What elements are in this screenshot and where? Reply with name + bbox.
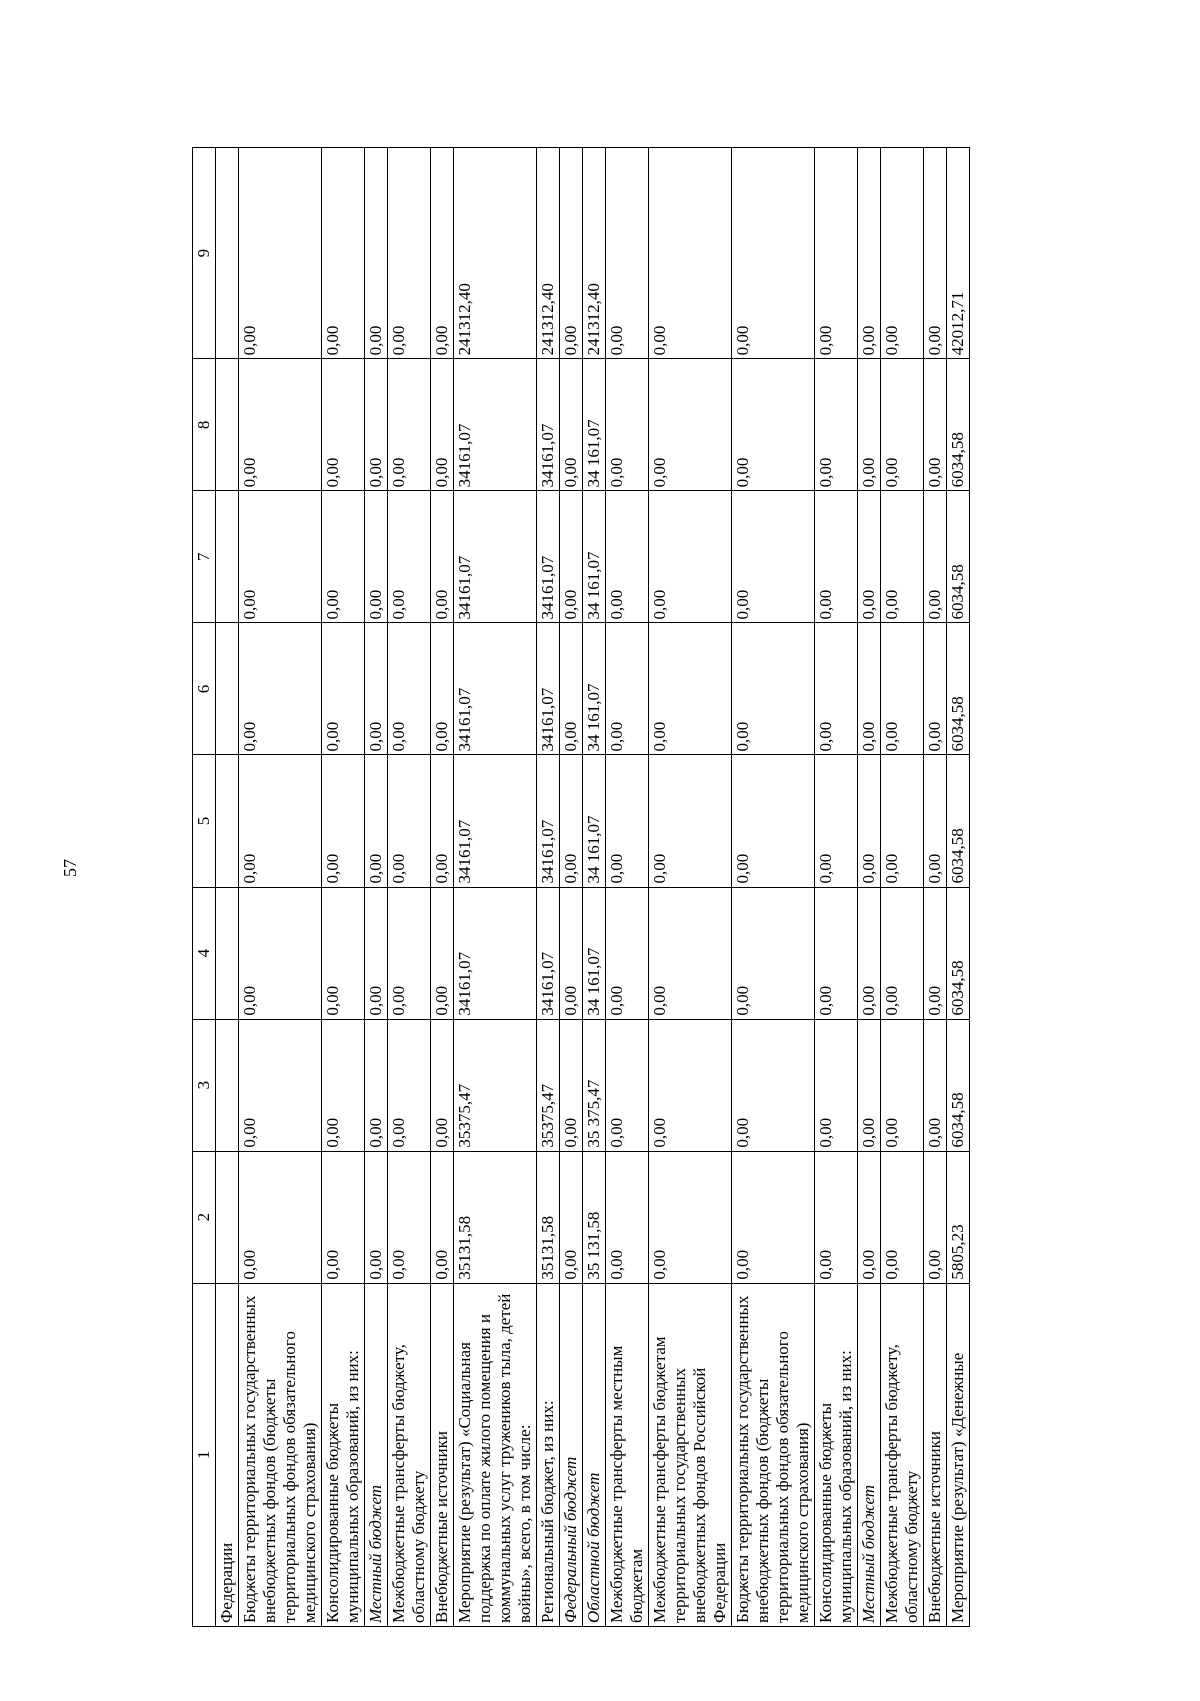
row-value-col-6: 34161,07	[454, 623, 537, 755]
row-value-col-7: 0,00	[858, 491, 881, 623]
row-value-col-9: 0,00	[649, 148, 732, 359]
row-value-col-3	[216, 1019, 239, 1151]
row-value-col-9: 0,00	[431, 148, 454, 359]
row-value-col-9: 0,00	[924, 148, 947, 359]
column-header-3: 3	[193, 1019, 216, 1151]
table-row	[560, 148, 583, 1627]
row-label: Федерации	[216, 1283, 239, 1626]
row-value-col-3: 0,00	[924, 1019, 947, 1151]
row-value-col-9: 0,00	[858, 148, 881, 359]
row-value-col-2: 35131,58	[537, 1151, 560, 1283]
row-value-col-3: 6034,58	[947, 1019, 970, 1151]
row-value-col-2: 0,00	[560, 1151, 583, 1283]
row-label: Межбюджетные трансферты бюджету, областному бюджету	[388, 1283, 431, 1626]
row-value-col-3: 35375,47	[537, 1019, 560, 1151]
row-value-col-8: 0,00	[606, 359, 649, 491]
column-header-7: 7	[193, 491, 216, 623]
row-value-col-3: 0,00	[649, 1019, 732, 1151]
row-value-col-3: 0,00	[732, 1019, 815, 1151]
row-value-col-9: 241312,40	[454, 148, 537, 359]
row-value-col-9: 0,00	[881, 148, 924, 359]
table-row	[537, 148, 560, 1627]
row-value-col-6: 0,00	[881, 623, 924, 755]
row-value-col-5: 0,00	[431, 755, 454, 887]
row-value-col-2: 0,00	[322, 1151, 365, 1283]
row-value-col-3: 0,00	[606, 1019, 649, 1151]
row-value-col-3: 0,00	[388, 1019, 431, 1151]
row-value-col-6: 0,00	[924, 623, 947, 755]
row-value-col-3: 0,00	[881, 1019, 924, 1151]
row-value-col-6: 0,00	[606, 623, 649, 755]
row-value-col-9: 0,00	[365, 148, 388, 359]
row-label: Межбюджетные трансферты бюджетам территориальных государственных внебюджетных фондов Российской Федерации	[649, 1283, 732, 1626]
row-value-col-5: 0,00	[365, 755, 388, 887]
row-value-col-2: 0,00	[649, 1151, 732, 1283]
column-header-6: 6	[193, 623, 216, 755]
row-value-col-8: 0,00	[815, 359, 858, 491]
row-value-col-2: 0,00	[606, 1151, 649, 1283]
row-value-col-9: 241312,40	[537, 148, 560, 359]
row-value-col-6: 0,00	[649, 623, 732, 755]
row-value-col-6: 0,00	[431, 623, 454, 755]
column-header-1: 1	[193, 1283, 216, 1626]
row-value-col-5: 0,00	[881, 755, 924, 887]
row-label: Бюджеты территориальных государственных внебюджетных фондов (бюджеты территориальных фондов обязательного медицинского страхования)	[732, 1283, 815, 1626]
table-row	[606, 148, 649, 1627]
column-header-2: 2	[193, 1151, 216, 1283]
row-value-col-2: 0,00	[732, 1151, 815, 1283]
row-value-col-8: 34161,07	[537, 359, 560, 491]
budget-table	[192, 147, 970, 1627]
row-value-col-6: 0,00	[858, 623, 881, 755]
row-label: Местный бюджет	[365, 1283, 388, 1626]
row-value-col-7: 6034,58	[947, 491, 970, 623]
row-value-col-3: 0,00	[560, 1019, 583, 1151]
table-row	[431, 148, 454, 1627]
row-value-col-6: 0,00	[732, 623, 815, 755]
column-header-4: 4	[193, 887, 216, 1019]
row-value-col-4: 0,00	[924, 887, 947, 1019]
row-label: Бюджеты территориальных государственных внебюджетных фондов (бюджеты территориальных фондов обязательного медицинского страхования)	[239, 1283, 322, 1626]
row-value-col-2: 0,00	[924, 1151, 947, 1283]
table-row	[583, 148, 606, 1627]
row-value-col-7: 0,00	[924, 491, 947, 623]
row-value-col-4: 0,00	[881, 887, 924, 1019]
row-value-col-4: 34161,07	[537, 887, 560, 1019]
row-value-col-5: 0,00	[732, 755, 815, 887]
budget-table-rotated	[192, 147, 1200, 1627]
row-value-col-8: 0,00	[858, 359, 881, 491]
table-row	[216, 148, 239, 1627]
row-value-col-4: 0,00	[649, 887, 732, 1019]
page-number: 57	[60, 859, 80, 877]
row-value-col-6: 0,00	[322, 623, 365, 755]
row-value-col-2: 0,00	[388, 1151, 431, 1283]
row-value-col-8: 0,00	[431, 359, 454, 491]
row-value-col-9: 0,00	[732, 148, 815, 359]
row-value-col-6: 0,00	[560, 623, 583, 755]
table-row	[815, 148, 858, 1627]
row-value-col-9: 42012,71	[947, 148, 970, 359]
row-value-col-6: 0,00	[365, 623, 388, 755]
row-value-col-4: 0,00	[858, 887, 881, 1019]
row-value-col-9: 0,00	[388, 148, 431, 359]
table-row	[732, 148, 815, 1627]
row-value-col-2: 0,00	[431, 1151, 454, 1283]
row-value-col-7: 0,00	[560, 491, 583, 623]
row-value-col-7: 0,00	[365, 491, 388, 623]
table-row	[239, 148, 322, 1627]
row-label: Внебюджетные источники	[431, 1283, 454, 1626]
row-value-col-4: 0,00	[388, 887, 431, 1019]
row-value-col-3: 0,00	[431, 1019, 454, 1151]
row-label: Межбюджетные трансферты местным бюджетам	[606, 1283, 649, 1626]
row-value-col-5: 0,00	[606, 755, 649, 887]
row-value-col-5	[216, 755, 239, 887]
row-value-col-2: 35131,58	[454, 1151, 537, 1283]
row-value-col-4: 0,00	[365, 887, 388, 1019]
row-value-col-7: 0,00	[881, 491, 924, 623]
row-value-col-8: 34 161,07	[583, 359, 606, 491]
row-value-col-2: 5805,23	[947, 1151, 970, 1283]
row-value-col-4: 0,00	[239, 887, 322, 1019]
row-value-col-3: 0,00	[815, 1019, 858, 1151]
row-value-col-9: 0,00	[815, 148, 858, 359]
row-value-col-6: 0,00	[239, 623, 322, 755]
row-value-col-6: 0,00	[815, 623, 858, 755]
row-value-col-4	[216, 887, 239, 1019]
row-value-col-9: 0,00	[239, 148, 322, 359]
row-value-col-4: 34161,07	[454, 887, 537, 1019]
row-value-col-8: 0,00	[388, 359, 431, 491]
row-value-col-8: 0,00	[322, 359, 365, 491]
row-value-col-8: 0,00	[924, 359, 947, 491]
row-value-col-4: 0,00	[815, 887, 858, 1019]
row-value-col-6	[216, 623, 239, 755]
row-value-col-2	[216, 1151, 239, 1283]
row-value-col-9	[216, 148, 239, 359]
row-value-col-3: 0,00	[322, 1019, 365, 1151]
row-value-col-5: 0,00	[649, 755, 732, 887]
row-label: Мероприятие (результат) «Социальная поддержка по оплате жилого помещения и коммунальных услуг тружеников тыла, детей войны», всего, в том числе:	[454, 1283, 537, 1626]
row-value-col-6: 0,00	[388, 623, 431, 755]
row-value-col-7	[216, 491, 239, 623]
row-value-col-3: 0,00	[858, 1019, 881, 1151]
row-value-col-8: 6034,58	[947, 359, 970, 491]
row-value-col-9: 241312,40	[583, 148, 606, 359]
row-value-col-4: 0,00	[606, 887, 649, 1019]
row-value-col-4: 0,00	[560, 887, 583, 1019]
row-value-col-8: 34161,07	[454, 359, 537, 491]
row-value-col-5: 34161,07	[537, 755, 560, 887]
row-value-col-7: 0,00	[322, 491, 365, 623]
row-value-col-8: 0,00	[732, 359, 815, 491]
table-body	[216, 148, 970, 1627]
row-value-col-7: 0,00	[606, 491, 649, 623]
table-row	[947, 148, 970, 1627]
row-label: Федеральный бюджет	[560, 1283, 583, 1626]
row-value-col-7: 0,00	[239, 491, 322, 623]
row-value-col-3: 35375,47	[454, 1019, 537, 1151]
row-value-col-8: 0,00	[560, 359, 583, 491]
row-label: Мероприятие (результат) «Денежные	[947, 1283, 970, 1626]
column-header-5: 5	[193, 755, 216, 887]
column-number-row	[193, 148, 216, 1627]
column-header-8: 8	[193, 359, 216, 491]
row-value-col-8: 0,00	[239, 359, 322, 491]
row-value-col-5: 0,00	[560, 755, 583, 887]
row-value-col-5: 0,00	[388, 755, 431, 887]
row-value-col-5: 34161,07	[454, 755, 537, 887]
column-header-9: 9	[193, 148, 216, 359]
row-label: Консолидированные бюджеты муниципальных образований, из них:	[815, 1283, 858, 1626]
row-value-col-7: 0,00	[431, 491, 454, 623]
row-label: Областной бюджет	[583, 1283, 606, 1626]
row-label: Региональный бюджет, из них:	[537, 1283, 560, 1626]
table-row	[365, 148, 388, 1627]
row-label: Консолидированные бюджеты муниципальных образований, из них:	[322, 1283, 365, 1626]
row-value-col-3: 0,00	[239, 1019, 322, 1151]
row-value-col-5: 34 161,07	[583, 755, 606, 887]
row-value-col-3: 35 375,47	[583, 1019, 606, 1151]
row-value-col-2: 0,00	[858, 1151, 881, 1283]
row-value-col-2: 0,00	[239, 1151, 322, 1283]
row-value-col-2: 0,00	[365, 1151, 388, 1283]
row-value-col-4: 6034,58	[947, 887, 970, 1019]
row-value-col-7: 0,00	[732, 491, 815, 623]
row-value-col-8	[216, 359, 239, 491]
table-row	[649, 148, 732, 1627]
row-value-col-9: 0,00	[560, 148, 583, 359]
row-value-col-4: 0,00	[732, 887, 815, 1019]
row-value-col-7: 0,00	[649, 491, 732, 623]
row-value-col-5: 0,00	[815, 755, 858, 887]
row-value-col-6: 6034,58	[947, 623, 970, 755]
row-value-col-5: 0,00	[322, 755, 365, 887]
row-value-col-4: 0,00	[322, 887, 365, 1019]
row-value-col-6: 34 161,07	[583, 623, 606, 755]
row-value-col-7: 0,00	[388, 491, 431, 623]
row-value-col-7: 34161,07	[537, 491, 560, 623]
table-row	[924, 148, 947, 1627]
row-value-col-4: 0,00	[431, 887, 454, 1019]
row-value-col-5: 0,00	[239, 755, 322, 887]
row-value-col-2: 35 131,58	[583, 1151, 606, 1283]
row-value-col-5: 0,00	[858, 755, 881, 887]
row-value-col-7: 34 161,07	[583, 491, 606, 623]
row-value-col-5: 0,00	[924, 755, 947, 887]
row-label: Межбюджетные трансферты бюджету, областному бюджету	[881, 1283, 924, 1626]
row-value-col-9: 0,00	[606, 148, 649, 359]
row-value-col-8: 0,00	[881, 359, 924, 491]
table-header	[193, 148, 216, 1627]
row-value-col-2: 0,00	[881, 1151, 924, 1283]
table-row	[454, 148, 537, 1627]
row-value-col-8: 0,00	[365, 359, 388, 491]
row-label: Местный бюджет	[858, 1283, 881, 1626]
table-row	[388, 148, 431, 1627]
row-value-col-3: 0,00	[365, 1019, 388, 1151]
row-value-col-8: 0,00	[649, 359, 732, 491]
row-value-col-7: 34161,07	[454, 491, 537, 623]
row-label: Внебюджетные источники	[924, 1283, 947, 1626]
row-value-col-7: 0,00	[815, 491, 858, 623]
row-value-col-6: 34161,07	[537, 623, 560, 755]
row-value-col-2: 0,00	[815, 1151, 858, 1283]
row-value-col-4: 34 161,07	[583, 887, 606, 1019]
row-value-col-5: 6034,58	[947, 755, 970, 887]
row-value-col-9: 0,00	[322, 148, 365, 359]
table-row	[322, 148, 365, 1627]
table-row	[881, 148, 924, 1627]
table-row	[858, 148, 881, 1627]
